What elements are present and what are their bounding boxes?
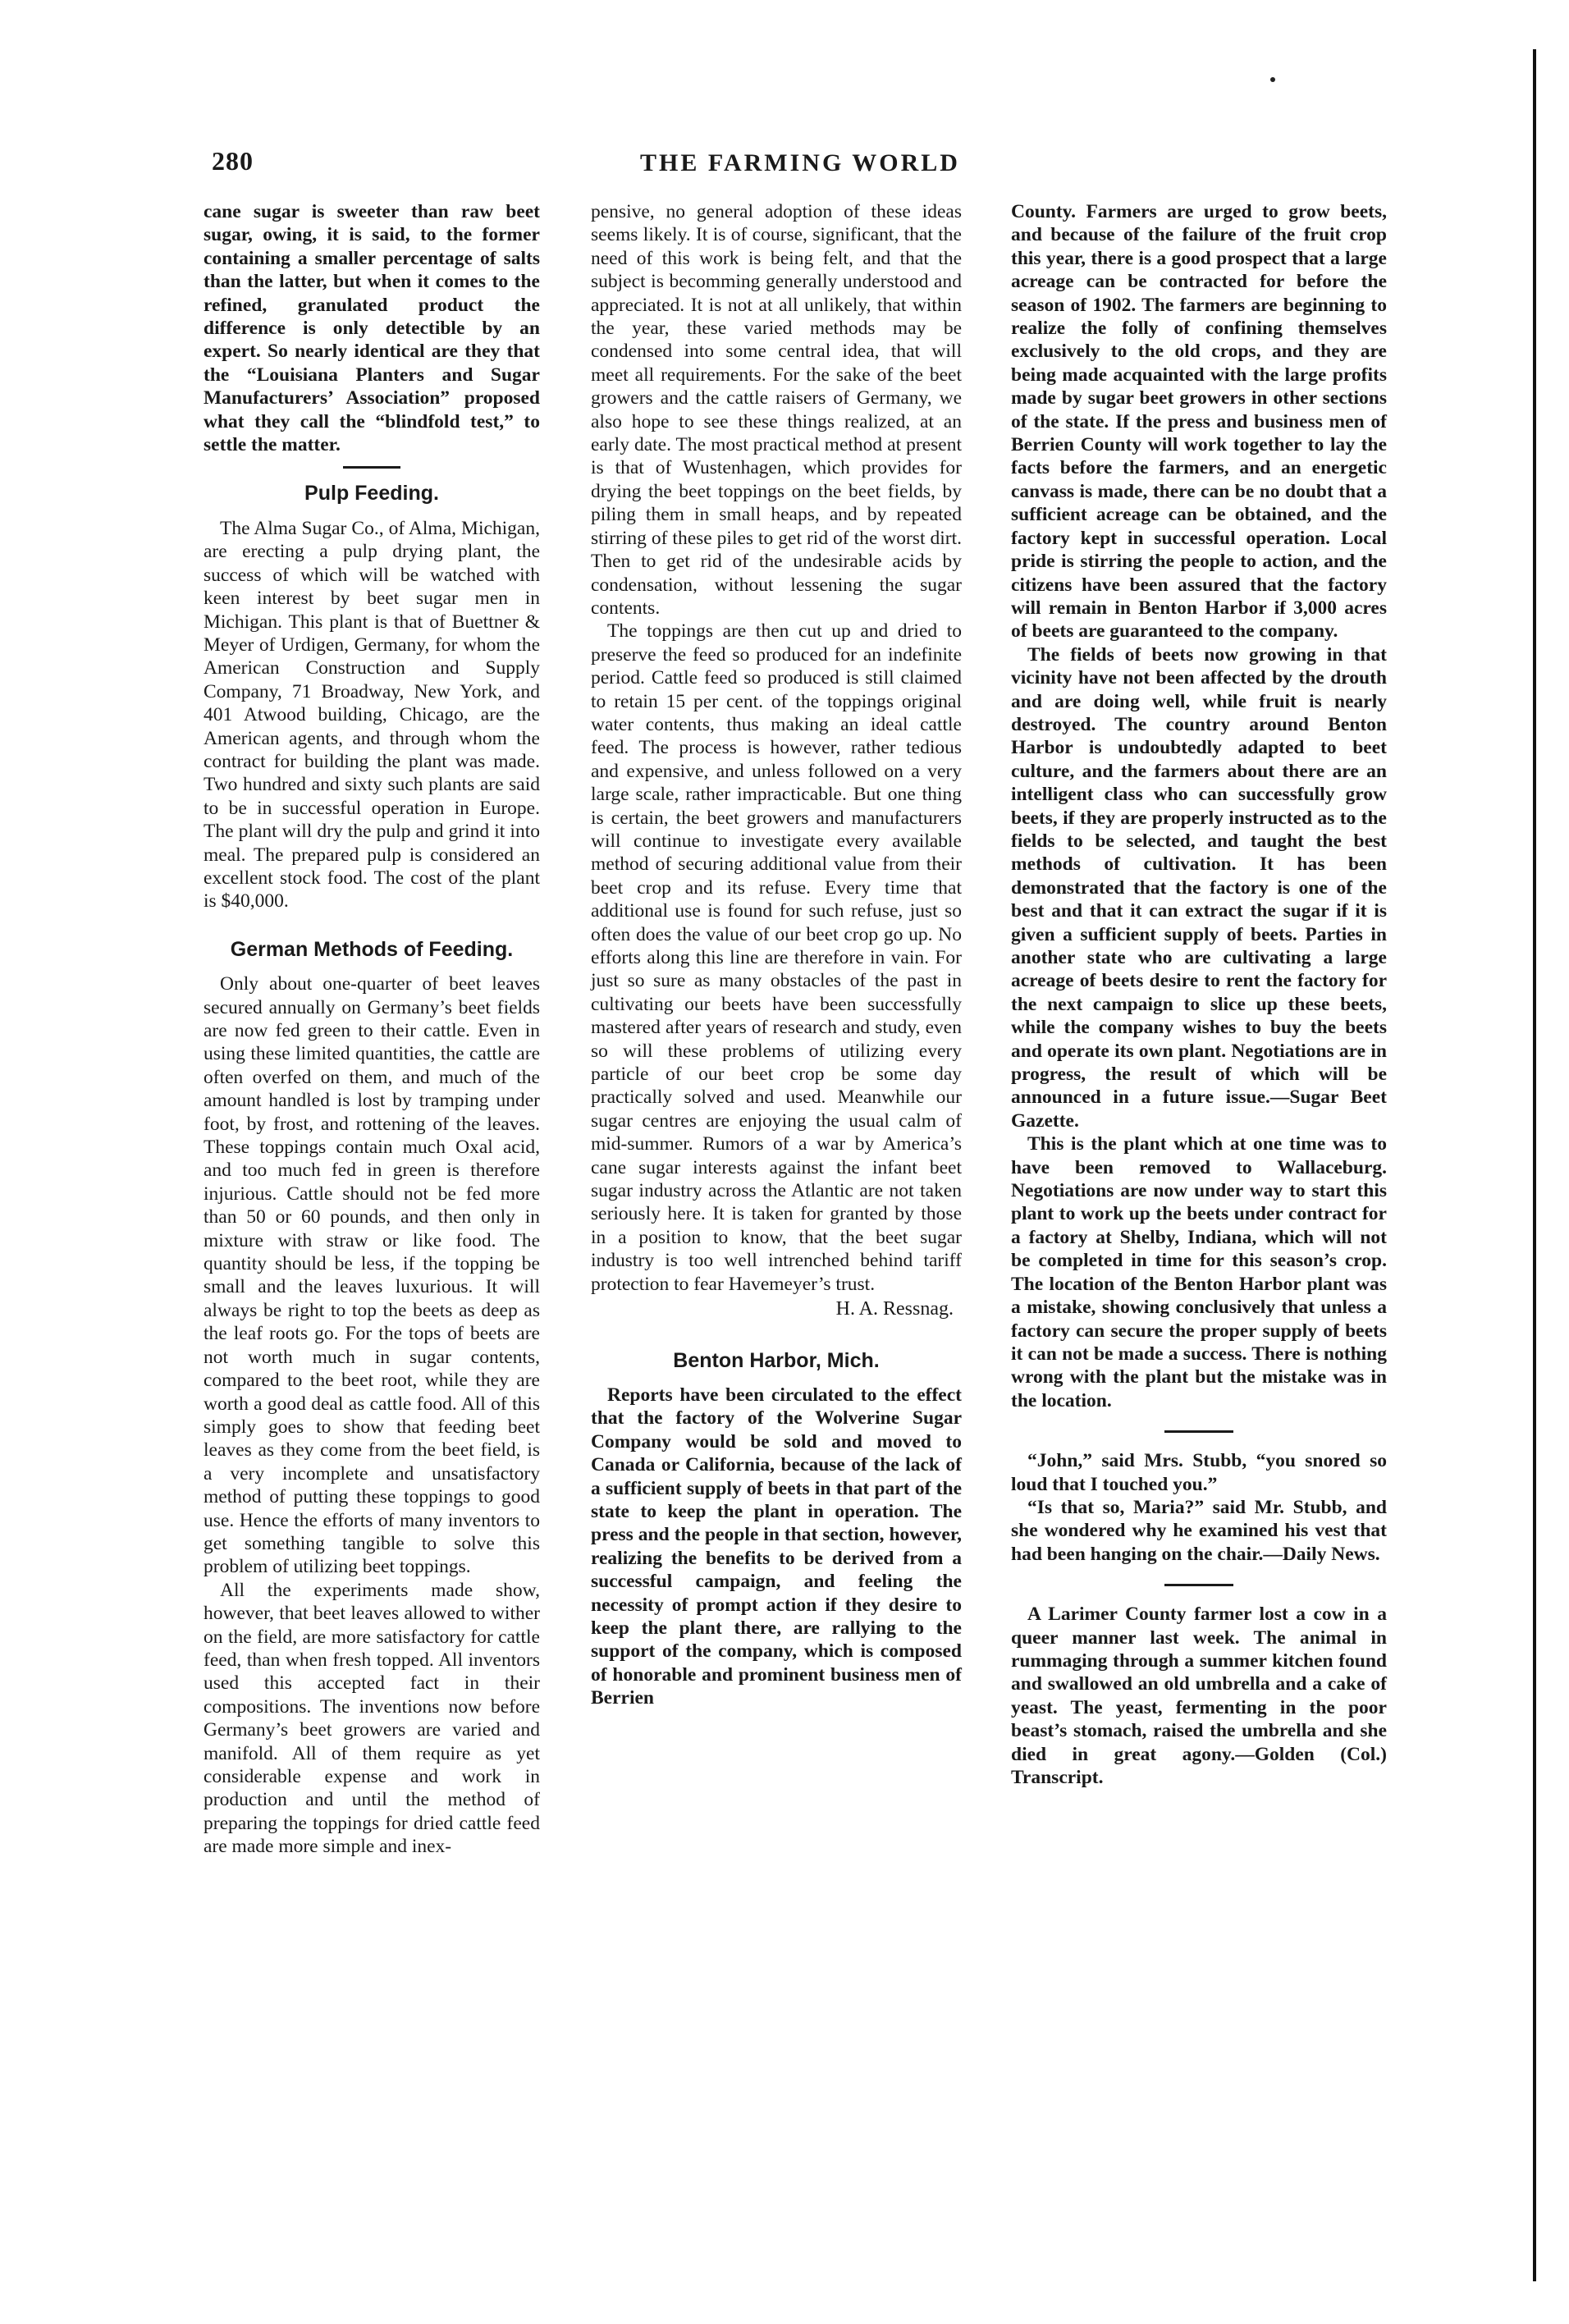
page-number: 280 bbox=[212, 146, 254, 176]
article-paragraph: The Alma Sugar Co., of Alma, Michigan, are erecting a pulp drying plant, the success of which will be watched with keen interest by beet sugar men in Michigan. This plant is that of Buettner & Meyer of Urdigen, Germany, for whom the American Construction and Supply Company, 71 Broadway, New York, and 401 Atwood building, Chicago, are the American agents, and through whom the contract for building the plant was made. Two hundred and sixty such plants are said to be in successful operation in Europe. The plant will dry the pulp and grind it into meal. The prepared pulp is considered an excellent stock food. The cost of the plant is $40,000. bbox=[204, 517, 540, 913]
article-paragraph: This is the plant which at one time was to have been removed to Wallaceburg. Negotiations are now under way to start this plant to work up the beets under contract for a factory at Shelby, Indiana, which will not be completed in time for this season’s crop. The location of the Benton Harbor plant was a mistake, showing conclusively that unless a factory can secure the proper supply of beets it can not be made a success. There is nothing wrong with the plant but the mistake was in the location. bbox=[1011, 1133, 1387, 1411]
ink-speck bbox=[1270, 77, 1275, 82]
section-divider bbox=[343, 466, 400, 469]
column-middle bbox=[591, 200, 962, 1710]
article-paragraph: County. Farmers are urged to grow beets, and because of the failure of the fruit crop this year, there is a good prospect that a large acreage can be contracted for before the season of 1902. The farmers are beginning to realize the folly of confining themselves exclusively to the old crops, and they are being made acquainted with the large profits made by sugar beet growers in other sections of the state. If the press and business men of Berrien County will work together to lay the facts before the farmers, and an energetic canvass is made, there can be no doubt that a sufficient acreage can be obtained, and the factory kept in successful operation. Local pride is stirring the people to action, and the citizens have been assured that the factory will remain in Benton Harbor if 3,000 acres of beets are guaranteed to the company. bbox=[1011, 201, 1387, 643]
article-paragraph: The toppings are then cut up and dried to preserve the feed so produced for an indefinite period. Cattle feed so produced is still claimed to retain 15 per cent. of the toppings original water contents, thus making an ideal cattle feed. The process is however, rather tedious and expensive, and unless followed on a very large scale, rather impracticable. But one thing is certain, the beet growers and manufacturers will continue to investigate every available method of securing additional value from their beet crop and its refuse. Every time that additional use is found for such refuse, just so often does the value of our beet crop go up. No efforts along this line are therefore in vain. For just so sure as many obstacles of the past in cultivating our beets have been successfully mastered after years of research and study, even so will these problems of utilizing every particle of our beet crop be some day practically solved and used. Meanwhile our sugar centres are enjoying the usual calm of mid-summer. Rumors of a war by America’s cane sugar interests against the infant beet sugar industry across the Atlantic are not taken seriously here. It is taken for granted by those in a position to know, that the beet sugar industry is too well intrenched behind tariff protection to fear Havemeyer’s trust. bbox=[591, 620, 962, 1295]
running-head: THE FARMING WORLD bbox=[640, 149, 960, 176]
article-paragraph: Reports have been circulated to the effect that the factory of the Wolverine Sugar Company would be sold and moved to Canada or California, because of the lack of a sufficient supply of beets in that part of the state to keep the plant in operation. The press and the people in that section, however, realizing the benefits to be derived from a successful campaign, and feeling the necessity of prompt action if they desire to keep the plant there, are rallying to the support of the company, which is composed of honorable and prominent business men of Berrien bbox=[591, 1384, 962, 1709]
article-heading: Pulp Feeding. bbox=[304, 482, 439, 506]
filler-paragraph: “John,” said Mrs. Stubb, “you snored so loud that I touched you.” bbox=[1011, 1450, 1387, 1495]
article-signature: H. A. Ressnag. bbox=[835, 1298, 954, 1320]
filler-paragraph: “Is that so, Maria?” said Mr. Stubb, and she wondered why he examined his vest that had been hanging on the chair.—Daily News. bbox=[1011, 1496, 1387, 1565]
section-divider bbox=[1164, 1584, 1233, 1586]
article-paragraph: Only about one-quarter of beet leaves secured annually on Germany’s beet fields are now fed green to their cattle. Even in using these limited quantities, the cattle are often overfed on them, and much of the amount handled is lost by tramping under foot, by frost, and rottening of the leaves. These toppings contain much Oxal acid, and too much fed in green is therefore injurious. Cattle should not be fed more than 50 or 60 pounds, and then only in mixture with straw or like food. The quantity should be less, if the topping be small and the leaves luxurious. It will always be right to top the beets as deep as the leaf roots go. For the tops of beets are not worth much in sugar contents, compared to the beet root, while they are worth a good deal as cattle food. All of this simply goes to show that feeding beet leaves as they come from the beet field, is a very incomplete and unsatisfactory method of putting these toppings to good use. Hence the efforts of many inventors to get something tangible to solve this problem of utilizing beet toppings. bbox=[204, 973, 540, 1578]
article-heading: Benton Harbor, Mich. bbox=[673, 1348, 880, 1372]
column-right bbox=[1011, 200, 1387, 1789]
article-paragraph: All the experiments made show, however, that beet leaves allowed to wither on the field, are more satisfactory for cattle feed, than when fresh topped. All inventors used this accepted fact in their compositions. The inventions now before Germany’s beet growers are varied and manifold. All of them require as yet considerable expense and work in production and until the method of preparing the toppings for dried cattle feed are made more simple and inex- bbox=[204, 1579, 540, 1858]
article-paragraph: The fields of beets now growing in that vicinity have not been affected by the drouth and are doing well, while fruit is nearly destroyed. The country around Benton Harbor is undoubtedly adapted to beet culture, and the farmers about there are an intelligent class who can successfully grow beets, if they are properly instructed as to the fields to be selected, and taught the best methods of cultivation. It has been demonstrated that the factory is one of the best and that it can extract the sugar if it is given a sufficient supply of beets. Parties in another state who are cultivating a large acreage of beets desire to rent the factory for the next campaign to slice up these beets, while the company wishes to buy the beets and operate its own plant. Negotiations are in progress, the result of which will be announced in a future issue.—Sugar Beet Gazette. bbox=[1011, 643, 1387, 1132]
filler-paragraph: A Larimer County farmer lost a cow in a queer manner last week. The animal in rummaging through a summer kitchen found and swallowed an old umbrella and a cake of yeast. The yeast, fermenting in the poor beast’s stomach, raised the umbrella and she died in great agony.—Golden (Col.) Transcript. bbox=[1011, 1603, 1387, 1788]
section-divider bbox=[1164, 1430, 1233, 1433]
column-left bbox=[204, 200, 540, 1859]
article-continuation: cane sugar is sweeter than raw beet sugar, owing, it is said, to the former containing a smaller percentage of salts than the latter, but when it comes to the refined, granulated product the difference is only detectible by an expert. So nearly identical are they that the “Louisiana Planters and Sugar Manufacturers’ Association” proposed what they call the “blindfold test,” to settle the matter. bbox=[204, 201, 540, 456]
article-paragraph: pensive, no general adoption of these ideas seems likely. It is of course, significant, that the need of this work is being felt, and that the subject is becomming generally understood and appreciated. It is not at all unlikely, that within the year, these varied methods may be condensed into some central idea, that will meet all requirements. For the sake of the beet growers and the cattle raisers of Germany, we also hope to see these things realized, at an early date. The most practical method at present is that of Wustenhagen, which provides for drying the beet toppings on the beet fields, by piling them in small heaps, and by repeated stirring of these piles to get rid of the worst dirt. Then to get rid of the undesirable acids by condensation, without lessening the sugar contents. bbox=[591, 201, 962, 619]
page-edge-rule bbox=[1533, 49, 1536, 2281]
article-heading: German Methods of Feeding. bbox=[230, 937, 514, 961]
